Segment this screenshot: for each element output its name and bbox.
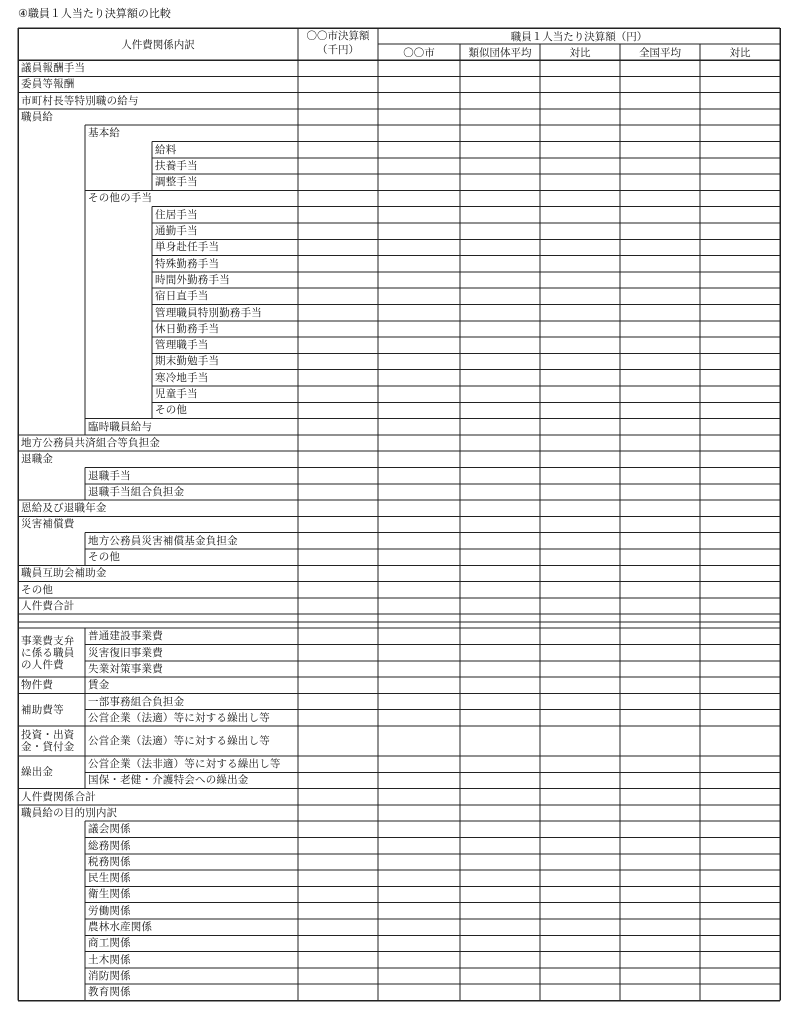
header-city-total: [298, 29, 378, 57]
purpose-header-label: 職員給の目的別内訳: [21, 806, 118, 819]
group-label: 補助費等: [21, 703, 64, 716]
purpose-item: 土木関係: [88, 953, 131, 966]
header-breakdown: 人件費関係内訳: [121, 39, 195, 51]
group-item: 賃金: [88, 679, 110, 692]
header-ratio-2: 対比: [729, 47, 751, 59]
purpose-item: 税務関係: [88, 855, 131, 868]
row-label: 通勤手当: [155, 225, 198, 237]
purpose-item: 消防関係: [88, 969, 131, 982]
row-label: 基本給: [88, 127, 121, 140]
header-national-avg: 全国平均: [639, 47, 681, 59]
purpose-item: 教育関係: [88, 986, 131, 999]
row-label: 職員互助会補助金: [21, 567, 107, 580]
purpose-item: 商工関係: [88, 937, 131, 950]
header-city-total-line1: 〇〇市決算額: [306, 30, 370, 42]
group-label: 繰出金: [21, 766, 54, 779]
row-label: 管理職員特別勤務手当: [155, 306, 262, 319]
row-label: その他の手当: [88, 192, 153, 205]
header-ratio-1: 対比: [569, 47, 591, 59]
group-label: 物件費: [21, 679, 54, 692]
row-label: 恩給及び退職年金: [21, 502, 107, 515]
group-label: 事業費支弁 に係る職員 の人件費: [21, 634, 75, 671]
group-item: 災害復旧事業費: [88, 646, 163, 659]
header-similar-avg: 類似団体平均: [468, 47, 532, 59]
row-label: 管理職手当: [155, 339, 209, 352]
row-label: 臨時職員給与: [88, 420, 153, 433]
row-label: 給料: [155, 143, 177, 156]
row-label: 特殊勤務手当: [155, 257, 220, 270]
group-label: 投資・出資 金・貸付金: [21, 729, 75, 753]
row-label: 退職手当組合負担金: [88, 485, 185, 498]
group-item: 普通建設事業費: [88, 630, 163, 643]
purpose-item: 民生関係: [88, 872, 131, 885]
row-label: 退職金: [21, 453, 54, 466]
row-label: 調整手当: [155, 176, 198, 189]
group-item: 国保・老健・介護特会への繰出金: [88, 774, 249, 787]
group-item: 一部事務組合負担金: [88, 695, 185, 708]
purpose-item: 衛生関係: [88, 888, 131, 901]
header-city: 〇〇市: [403, 47, 435, 59]
row-label: 寒冷地手当: [155, 371, 209, 384]
header-per-capita: 職員１人当たり決算額（円）: [510, 31, 648, 43]
sheet-title: ④職員１人当たり決算額の比較: [18, 7, 171, 20]
row-label: 市町村長等特別職の給与: [21, 94, 139, 107]
total-related-label: 人件費関係合計: [21, 790, 96, 803]
purpose-item: 労働関係: [88, 904, 131, 917]
group-item: 公営企業（法非適）等に対する繰出し等: [88, 758, 281, 771]
row-label: 扶養手当: [155, 159, 198, 172]
row-label: 人件費合計: [21, 599, 75, 612]
row-label: 時間外勤務手当: [155, 273, 230, 286]
group-item: 公営企業（法適）等に対する繰出し等: [88, 711, 270, 724]
row-label: 住居手当: [155, 208, 198, 221]
row-label: 期末勤勉手当: [155, 355, 220, 368]
row-label: 災害補償費: [21, 518, 75, 531]
row-label: 地方公務員共済組合等負担金: [21, 436, 161, 449]
row-label: 議員報酬手当: [21, 62, 86, 74]
purpose-item: 農林水産関係: [88, 921, 153, 933]
purpose-item: 議会関係: [88, 823, 131, 836]
row-label: その他: [155, 404, 188, 417]
header-city-total-line2: （千円）: [317, 44, 359, 56]
row-label: 委員等報酬: [21, 78, 75, 91]
group-item: 公営企業（法適）等に対する繰出し等: [88, 735, 270, 747]
row-label: 児童手当: [155, 388, 198, 400]
group-item: 失業対策事業費: [88, 662, 163, 675]
row-label: 宿日直手当: [155, 290, 209, 303]
row-label: 休日勤務手当: [155, 322, 220, 335]
row-label: その他: [88, 551, 121, 563]
purpose-item: 総務関係: [88, 839, 131, 852]
row-label: その他: [21, 583, 54, 596]
row-label: 地方公務員災害補償基金負担金: [88, 534, 238, 547]
row-label: 単身赴任手当: [155, 241, 220, 254]
row-label: 退職手当: [88, 469, 131, 482]
row-label: 職員給: [21, 110, 54, 123]
